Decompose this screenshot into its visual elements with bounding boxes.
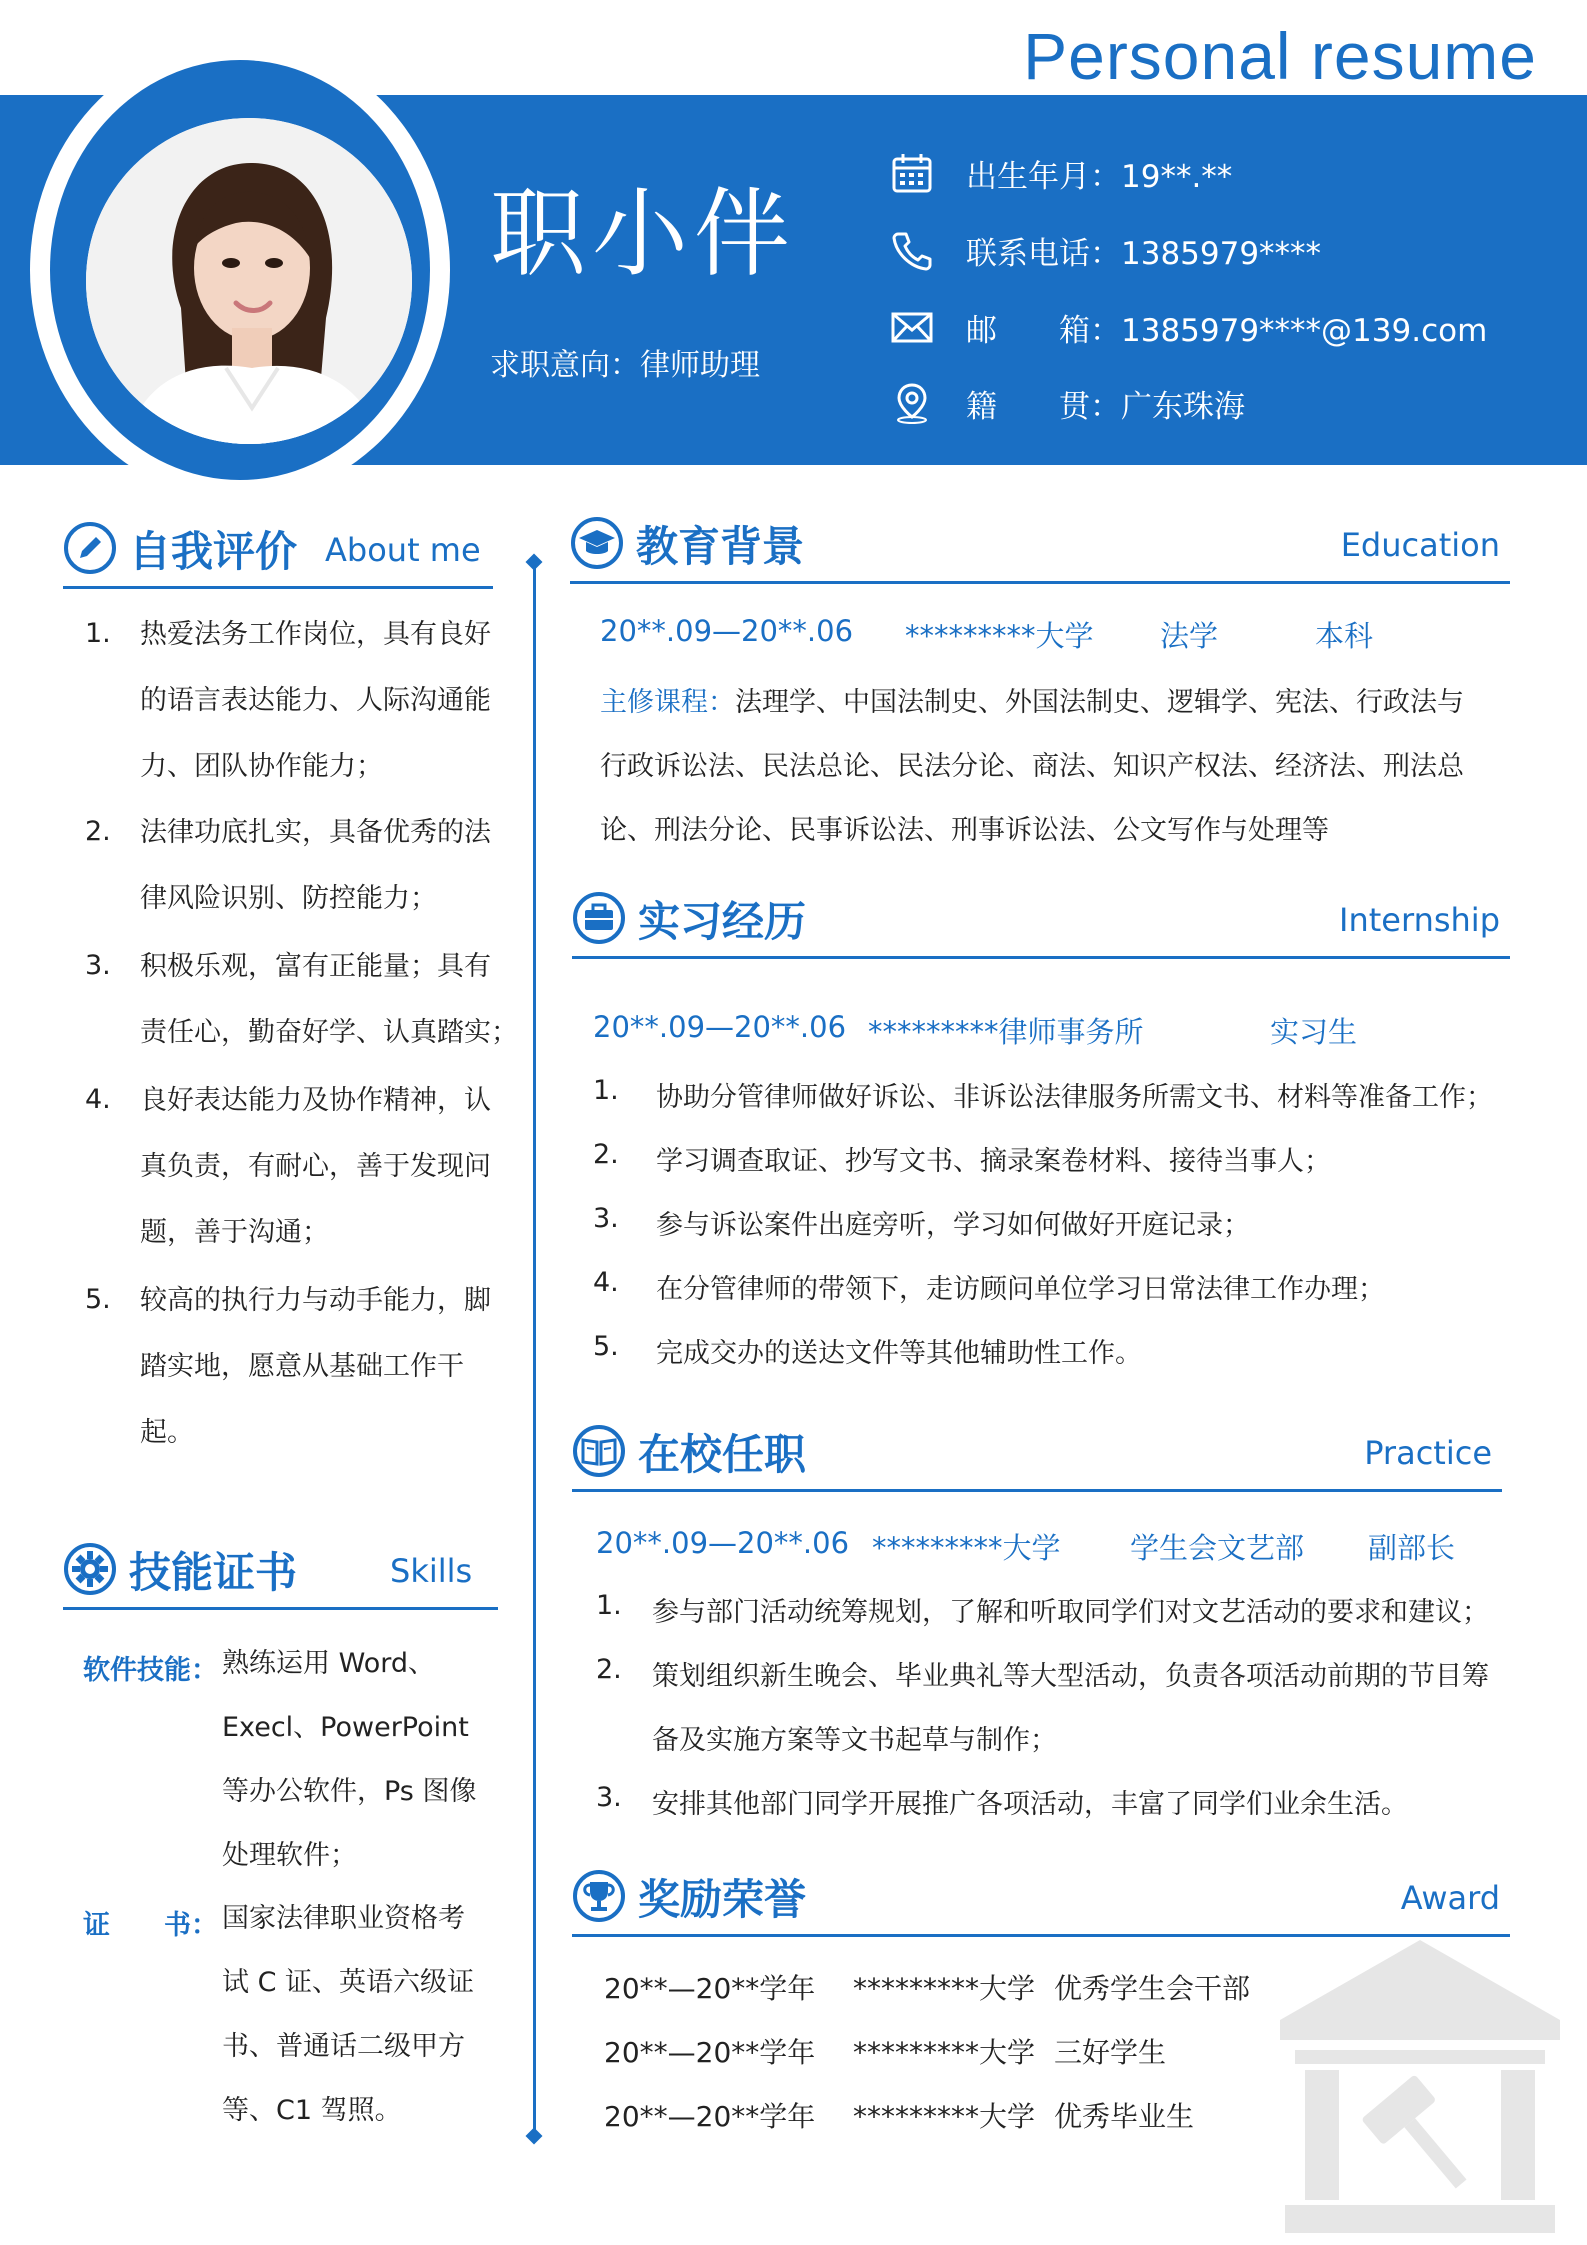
gear-icon: [63, 1542, 117, 1596]
education-title-en: Education: [1340, 526, 1500, 564]
software-label: 软件技能：: [83, 1655, 218, 1686]
internship-num: 4.: [593, 1267, 619, 1298]
internship-item: 协助分管律师做好诉讼、非诉讼法律服务所需文书、材料等准备工作；: [656, 1082, 1493, 1113]
divider-cap-top: [526, 554, 543, 571]
applicant-name: 职小伴: [490, 178, 796, 290]
courses-line: 法理学、中国法制史、外国法制史、逻辑学、宪法、行政法与: [735, 687, 1464, 718]
trophy-icon: [572, 1869, 626, 1923]
education-courses: [600, 680, 1464, 719]
internship-role: 实习生: [1270, 1015, 1358, 1049]
practice-title-en: Practice: [1364, 1434, 1492, 1472]
award-school: *********大学: [853, 2036, 1036, 2069]
internship-num: 5.: [593, 1331, 619, 1362]
job-intent: 求职意向：律师助理: [490, 348, 760, 383]
phone-icon: [890, 228, 934, 272]
about-num: 5.: [85, 1284, 111, 1315]
internship-title-en: Internship: [1339, 901, 1500, 939]
about-item: 良好表达能力及协作精神，认 真负责，有耐心，善于发现问 题，善于沟通；: [140, 1085, 491, 1248]
education-title-cn: 教育背景: [636, 522, 805, 571]
about-item: 法律功底扎实，具备优秀的法 律风险识别、防控能力；: [140, 817, 491, 914]
education-period: 20**.09—20**.06: [600, 614, 854, 648]
education-rule: [570, 581, 1510, 584]
internship-title-cn: 实习经历: [638, 897, 807, 946]
skills-rule: [63, 1607, 498, 1610]
award-title-cn: 奖励荣誉: [638, 1875, 807, 1924]
info-email: [890, 302, 1487, 352]
practice-period: 20**.09—20**.06: [596, 1526, 850, 1560]
internship-rule: [572, 956, 1510, 959]
avatar: [86, 118, 412, 444]
info-hometown: [890, 378, 1245, 428]
avatar-portrait: [86, 118, 412, 444]
practice-header: [572, 1418, 1502, 1482]
about-header: [63, 515, 493, 579]
internship-item: 在分管律师的带领下，走访顾问单位学习日常法律工作办理；: [656, 1274, 1385, 1305]
courses-line: 论、刑法分论、民事诉讼法、刑事诉讼法、公文写作与处理等: [600, 815, 1329, 846]
about-item: 热爱法务工作岗位，具有良好 的语言表达能力、人际沟通能 力、团队协作能力；: [140, 619, 491, 782]
divider-cap-bottom: [526, 2128, 543, 2145]
courses-label: 主修课程：: [600, 687, 735, 718]
about-title-cn: 自我评价: [129, 527, 298, 576]
education-major: 法学: [1160, 619, 1219, 653]
calendar-icon: [890, 151, 934, 195]
internship-org: *********律师事务所: [868, 1015, 1144, 1049]
courthouse-watermark-icon: [1275, 1935, 1565, 2235]
internship-period: 20**.09—20**.06: [593, 1010, 847, 1044]
column-divider: [533, 560, 536, 2135]
award-honor: 优秀毕业生: [1054, 2100, 1195, 2133]
practice-role: 副部长: [1368, 1531, 1456, 1565]
resume-title: Personal resume: [1023, 19, 1537, 93]
cert-text: 国家法律职业资格考 试 C 证、英语六级证 书、普通话二级甲方 等、C1 驾照。: [222, 1903, 475, 2126]
about-num: 4.: [85, 1084, 111, 1115]
practice-item-cont: 备及实施方案等文书起草与制作；: [652, 1725, 1057, 1756]
award-honor: 三好学生: [1054, 2036, 1167, 2069]
graduation-cap-icon: [570, 516, 624, 570]
practice-item: 策划组织新生晚会、毕业典礼等大型活动，负责各项活动前期的节目筹: [652, 1661, 1489, 1692]
about-num: 1.: [85, 618, 111, 649]
practice-title-cn: 在校任职: [638, 1430, 807, 1479]
info-email-text: 邮 箱：1385979****@139.com: [966, 312, 1488, 349]
practice-school: *********大学: [872, 1531, 1061, 1565]
info-phone: [890, 225, 1321, 275]
award-year: 20**—20**学年: [604, 1972, 816, 2005]
internship-item: 参与诉讼案件出庭旁听，学习如何做好开庭记录；: [656, 1210, 1250, 1241]
about-num: 2.: [85, 816, 111, 847]
education-header: [570, 510, 1510, 574]
skills-header: [63, 1536, 498, 1600]
practice-dept: 学生会文艺部: [1130, 1531, 1305, 1565]
internship-num: 2.: [593, 1139, 619, 1170]
internship-item: 学习调查取证、抄写文书、摘录案卷材料、接待当事人；: [656, 1146, 1331, 1177]
award-school: *********大学: [853, 1972, 1036, 2005]
internship-item: 完成交办的送达文件等其他辅助性工作。: [656, 1338, 1142, 1369]
practice-num: 1.: [596, 1590, 622, 1621]
book-icon: [572, 1424, 626, 1478]
award-school: *********大学: [853, 2100, 1036, 2133]
about-rule: [63, 586, 493, 589]
briefcase-icon: [572, 891, 626, 945]
award-header: [572, 1863, 1510, 1927]
education-degree: 本科: [1315, 619, 1374, 653]
practice-item: 参与部门活动统筹规划，了解和听取同学们对文艺活动的要求和建议；: [652, 1597, 1489, 1628]
skills-title-cn: 技能证书: [129, 1548, 298, 1597]
about-item: 较高的执行力与动手能力，脚 踏实地，愿意从基础工作干 起。: [140, 1285, 491, 1448]
award-honor: 优秀学生会干部: [1054, 1972, 1251, 2005]
skills-title-en: Skills: [390, 1552, 473, 1590]
practice-num: 3.: [596, 1782, 622, 1813]
practice-num: 2.: [596, 1654, 622, 1685]
award-year: 20**—20**学年: [604, 2100, 816, 2133]
award-year: 20**—20**学年: [604, 2036, 816, 2069]
education-school: *********大学: [905, 619, 1094, 653]
internship-num: 1.: [593, 1075, 619, 1106]
pencil-icon: [63, 521, 117, 575]
info-birth-text: 出生年月：19**.**: [966, 158, 1233, 195]
about-num: 3.: [85, 950, 111, 981]
info-hometown-text: 籍 贯：广东珠海: [966, 388, 1245, 425]
practice-rule: [572, 1489, 1502, 1492]
software-text: 熟练运用 Word、 Execl、PowerPoint 等办公软件，Ps 图像 处理软件；: [222, 1648, 477, 1871]
internship-header: [572, 885, 1510, 949]
practice-item: 安排其他部门同学开展推广各项活动，丰富了同学们业余生活。: [652, 1789, 1408, 1820]
location-pin-icon: [890, 381, 934, 425]
about-item: 积极乐观，富有正能量；具有 责任心，勤奋好学、认真踏实；: [140, 951, 518, 1048]
courses-line: 行政诉讼法、民法总论、民法分论、商法、知识产权法、经济法、刑法总: [600, 751, 1464, 782]
mail-icon: [890, 305, 934, 349]
award-title-en: Award: [1400, 1879, 1500, 1917]
info-birth: [890, 148, 1232, 198]
cert-label: 证 书：: [83, 1910, 218, 1941]
internship-num: 3.: [593, 1203, 619, 1234]
about-title-en: About me: [325, 531, 481, 569]
info-phone-text: 联系电话：1385979****: [966, 235, 1322, 272]
